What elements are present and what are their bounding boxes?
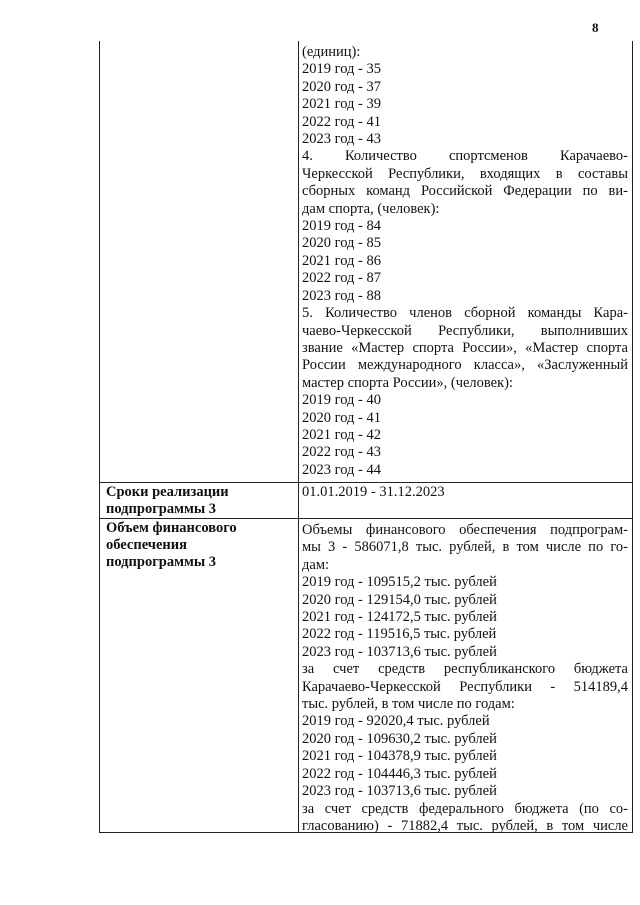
text-line: 5. Количество членов сборной команды Кара-: [302, 305, 628, 322]
text-line: 2021 год - 124172,5 тыс. рублей: [302, 609, 497, 626]
text-line: 2021 год - 42: [302, 426, 381, 443]
text-line: 2021 год - 104378,9 тыс. рублей: [302, 748, 497, 765]
text-line: Объемы финансового обеспечения подпрограм-: [302, 522, 628, 538]
funding-cell: [302, 522, 628, 835]
text-line: 2019 год - 35: [302, 61, 381, 78]
text-line: Карачаево-Черкесской Республики - 514189,4: [302, 678, 628, 695]
text-line: 2022 год - 87: [302, 270, 381, 287]
text-line: 2022 год - 41: [302, 113, 381, 130]
text-line: 2020 год - 129154,0 тыс. рублей: [302, 591, 497, 608]
text-line: мастер спорта России», (человек):: [302, 374, 514, 391]
text-line: мы 3 - 586071,8 тыс. рублей, в том числе по го-: [302, 539, 628, 556]
text-line: 2019 год - 109515,2 тыс. рублей: [302, 574, 497, 591]
text-line: 2020 год - 109630,2 тыс. рублей: [302, 730, 497, 747]
text-line: 2020 год - 37: [302, 78, 381, 95]
passport-table: [99, 41, 633, 833]
text-line: 2020 год - 41: [302, 409, 381, 426]
row-divider: [100, 482, 632, 483]
text-line: 2020 год - 85: [302, 235, 381, 252]
text-line: 2019 год - 40: [302, 392, 381, 409]
text-line: 2021 год - 86: [302, 252, 381, 269]
text-line: 2023 год - 44: [302, 461, 381, 478]
text-line: дам спорта, (человек):: [302, 200, 440, 217]
text-line: 2022 год - 104446,3 тыс. рублей: [302, 765, 497, 782]
timeframe-value: 01.01.2019 - 31.12.2023: [302, 484, 445, 500]
text-line: за счет средств республиканского бюджета: [302, 661, 628, 678]
column-divider: [298, 41, 299, 832]
text-line: 2023 год - 103713,6 тыс. рублей: [302, 643, 497, 660]
text-line: за счет средств федерального бюджета (по со-: [302, 800, 628, 817]
text-line: 2023 год - 43: [302, 131, 381, 148]
text-line: 2021 год - 39: [302, 96, 381, 113]
text-line: звание «Мастер спорта России», «Мастер спорта: [302, 339, 628, 356]
text-line: 2019 год - 92020,4 тыс. рублей: [302, 713, 490, 730]
text-line: сборных команд Российской Федерации по ви-: [302, 183, 628, 200]
text-line: 2022 год - 119516,5 тыс. рублей: [302, 626, 497, 643]
text-line: тыс. рублей, в том числе по годам:: [302, 696, 515, 713]
row-divider: [100, 518, 632, 519]
text-line: 2023 год - 88: [302, 287, 381, 304]
timeframe-label: Сроки реализации подпрограммы 3: [106, 484, 229, 517]
text-line: чаево-Черкесской Республики, выполнивших: [302, 322, 628, 339]
text-line: Черкесской Республики, входящих в составы: [302, 165, 628, 182]
text-line: дам:: [302, 556, 330, 573]
funding-label: Объем финансового обеспечения подпрограммы 3: [106, 520, 237, 570]
text-line: 2019 год - 84: [302, 218, 381, 235]
text-line: 2023 год - 103713,6 тыс. рублей: [302, 783, 497, 800]
text-line: гласованию) - 71882,4 тыс. рублей, в том числе: [302, 817, 628, 834]
page-number: 8: [592, 20, 599, 35]
indicators-cell: [302, 44, 628, 479]
text-line: России международного класса», «Заслуженный: [302, 357, 628, 374]
text-line: 4. Количество спортсменов Карачаево-: [302, 148, 628, 165]
text-line: (единиц):: [302, 44, 361, 60]
text-line: 2022 год - 43: [302, 444, 381, 461]
